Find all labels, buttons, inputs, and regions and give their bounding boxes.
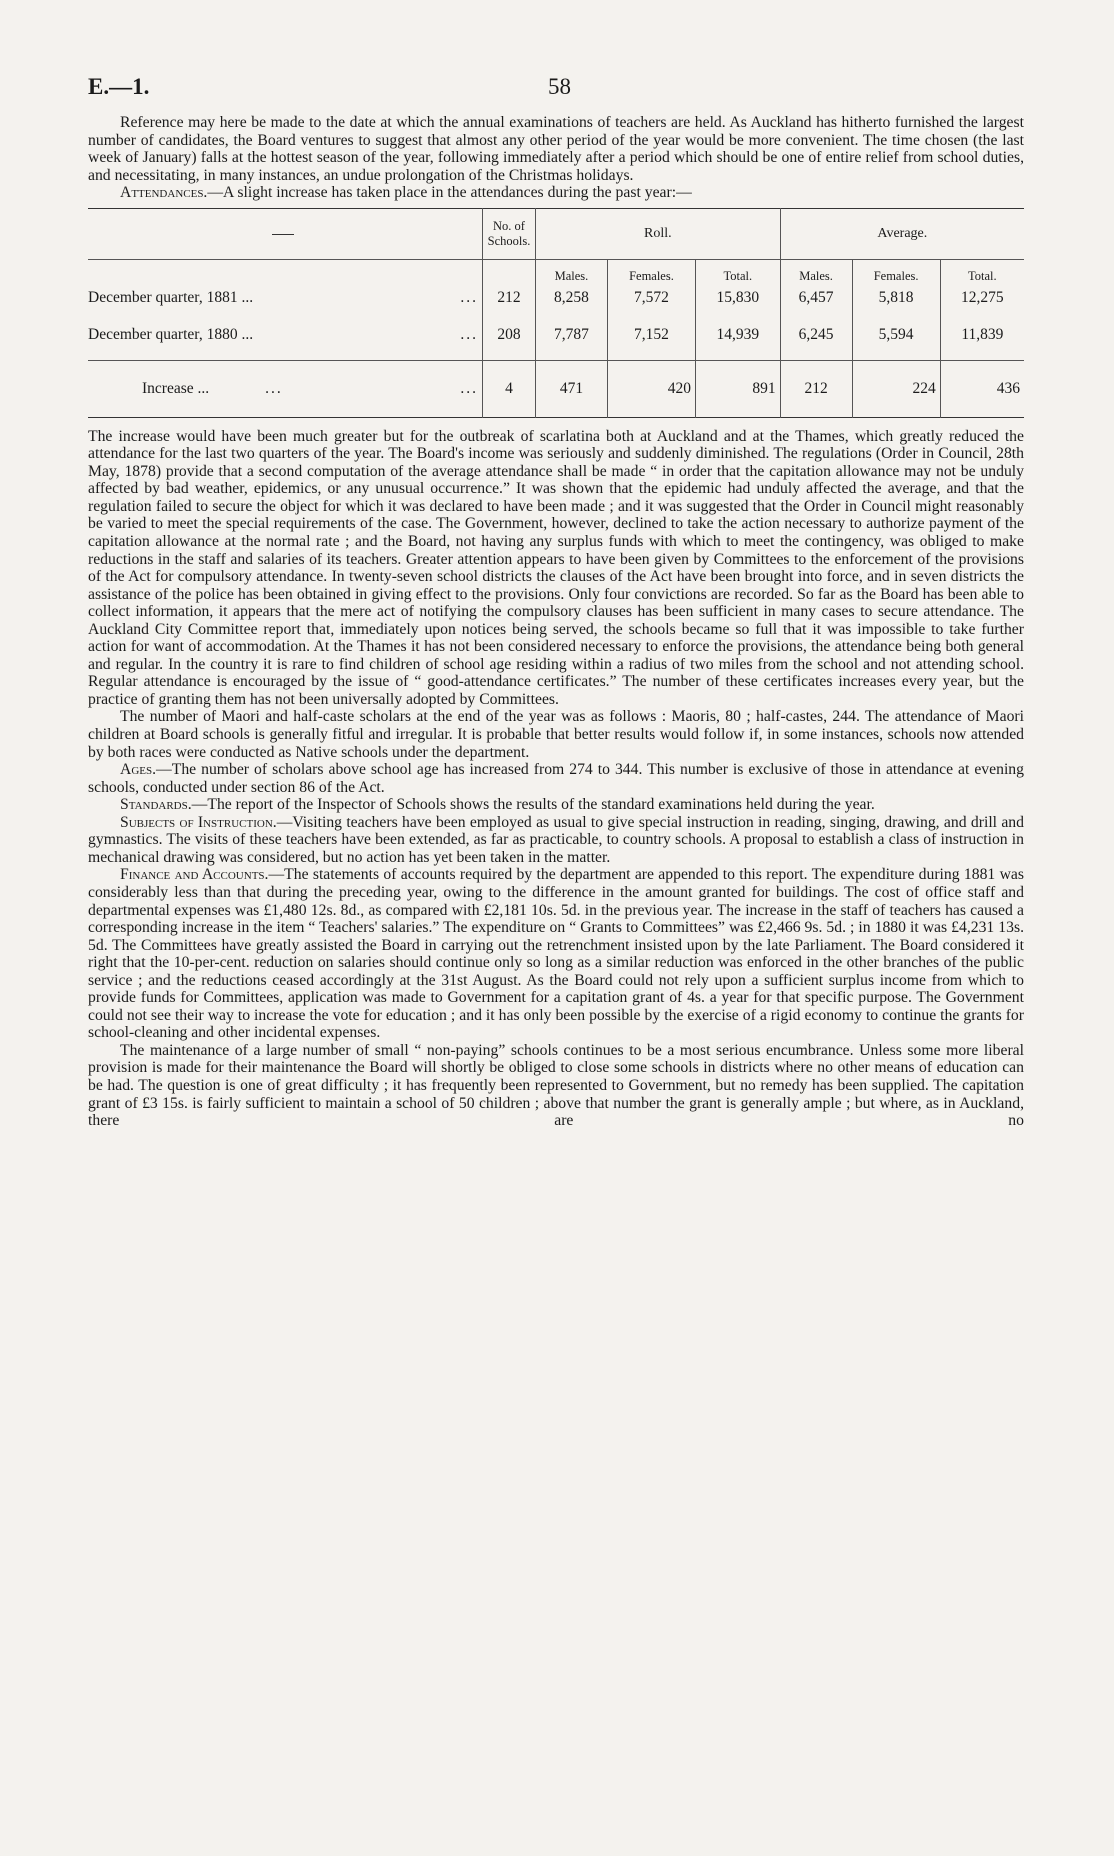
- cell-roll-males: 8,258: [536, 286, 608, 310]
- cell-schools: 4: [483, 360, 536, 417]
- subjects-text: —Visiting teachers have been employed as usual to give special instruction in reading, singing, drawing, and drill and gymnastics. The visits of these teachers have been extended, as far as practicable, to country schools. A proposal to establish a class of instruction in mechanical drawing was considered, but no action has yet been taken in the matter.: [88, 813, 1024, 866]
- cell-roll-total: 891: [696, 360, 781, 417]
- cell-avg-females: 5,594: [852, 310, 940, 361]
- cell-roll-females: 420: [607, 360, 695, 417]
- page-number: 58: [548, 74, 571, 99]
- row-label: Increase ...: [142, 379, 210, 397]
- table-row: [88, 310, 1024, 361]
- attendances-heading: Attendances.: [120, 184, 208, 202]
- blank-dash: [272, 234, 294, 235]
- cell-schools: 212: [483, 286, 536, 310]
- cell-roll-females: 7,572: [607, 286, 695, 310]
- table-subheader-row: [88, 259, 1024, 286]
- sub-roll-females: Females.: [607, 259, 695, 286]
- page-header: [88, 74, 1024, 114]
- row-dots-mid: ...: [265, 379, 283, 397]
- cell-avg-total: 12,275: [940, 286, 1024, 310]
- ages-paragraph: [88, 761, 1024, 796]
- cell-avg-females: 224: [852, 360, 940, 417]
- intro-paragraph: Reference may here be made to the date at which the annual examinations of teachers are held. As Auckland has hitherto furnished the largest number of candidates, the Board ventures to suggest that almost any other period of the year would be more convenient. The time chosen (the last week of January) falls at the hottest season of the year, following immediately after a period which should be one of entire relief from school duties, and necessitating, in many instances, an undue prolongation of the Christmas holidays.: [88, 114, 1024, 184]
- increase-paragraph: The increase would have been much greater but for the outbreak of scarlatina both at Auckland and at the Thames, which greatly reduced the attendance for the last two quarters of the year. The Board's income was seriously and suddenly diminished. The regulations (Order in Council, 28th May, 1878) provide that a second computation of the average attendance shall be made “ in order that the capitation allowance may not be unduly affected by bad weather, epidemics, or any unusual occurrence.” It was shown that the epidemic had unduly affected the average, and that the regulation failed to secure the object for which it was declared to have been made ; and it was suggested that the Order in Council might reasonably be varied to meet the special requirements of the case. The Government, however, declined to take the action necessary to authorize payment of the capitation allowance at the normal rate ; and the Board, not having any surplus funds with which to meet the contingency, was obliged to make reductions in the staff and salaries of its teachers. Greater attention appears to have been given by Committees to the enforcement of the provisions of the Act for compulsory attendance. In twenty-seven school districts the clauses of the Act have been brought into force, and in seven districts the assistance of the police has been obtained in giving effect to the provisions. Only four convictions are recorded. So far as the Board has been able to collect information, it appears that the mere act of notifying the compulsory clauses has been sufficient in many cases to secure attendance. The Auckland City Committee report that, immediately upon notices being served, the schools became so full that it was impossible to take further action for want of accommodation. At the Thames it has not been considered necessary to enforce the provisions, the attendance being both general and regular. In the country it is rare to find children of school age residing within a radius of two miles from the school and not attending school. Regular attendance is encouraged by the issue of “ good-attendance certificates.” The number of these certificates increases every year, but the practice of granting them has not been universally adopted by Committees.: [88, 427, 1024, 708]
- cell-roll-total: 15,830: [696, 286, 781, 310]
- row-label: December quarter, 1880 ...: [88, 325, 254, 343]
- cell-roll-total: 14,939: [696, 310, 781, 361]
- row-dots: ...: [460, 325, 478, 343]
- nonpaying-paragraph: The maintenance of a large number of small “ non-paying” schools continues to be a most serious encumbrance. Unless some more liberal provision is made for their maintenance the Board will shortly be obliged to close some schools in districts where no other means of education can be had. The question is one of great difficulty ; it has frequently been represented to Government, but no remedy has been supplied. The capitation grant of £3 15s. is fairly sufficient to maintain a school of 50 children ; above that number the grant is generally ample ; but where, as in Auckland, there are no: [88, 1041, 1024, 1130]
- attendances-paragraph: [88, 184, 1024, 202]
- cell-avg-males: 6,245: [780, 310, 852, 361]
- cell-avg-males: 212: [780, 360, 852, 417]
- document-reference: E.—1.: [88, 74, 150, 99]
- finance-paragraph: [88, 866, 1024, 1041]
- cell-roll-males: 7,787: [536, 310, 608, 361]
- cell-schools: 208: [483, 310, 536, 361]
- sub-roll-males: Males.: [536, 259, 608, 286]
- sub-avg-males: Males.: [780, 259, 852, 286]
- cell-avg-males: 6,457: [780, 286, 852, 310]
- cell-roll-females: 7,152: [607, 310, 695, 361]
- standards-heading: Standards.: [120, 796, 192, 814]
- sub-avg-females: Females.: [852, 259, 940, 286]
- ages-text: —The number of scholars above school age has increased from 274 to 344. This number is exclusive of those in attendance at evening schools, conducted under section 86 of the Act.: [88, 761, 1024, 796]
- finance-heading: Finance and Accounts.: [120, 866, 269, 884]
- cell-avg-total: 11,839: [940, 310, 1024, 361]
- finance-text: —The statements of accounts required by the department are appended to this report. The expenditure during 1881 was considerably less than that during the preceding year, owing to the difference in the amount granted for buildings. The cost of office staff and departmental expenses was £1,480 12s. 8d., as compared with £2,181 10s. 5d. in the previous year. The increase in the staff of teachers has caused a corresponding increase in the item “ Teachers' salaries.” The expenditure on “ Grants to Committees” was £2,466 9s. 5d. ; in 1880 it was £4,231 13s. 5d. The Committees have greatly assisted the Board in carrying out the retrenchment insisted upon by the late Parliament. The Board considered it right that the 10-per-cent. reduction on salaries should continue only so long as a similar reduction was enforced in the other branches of the public service ; and the reductions ceased accordingly at the 31st August. As the Board could not rely upon a sufficient surplus income from which to provide funds for Committees, application was made to Government for a capitation grant of 4s. a year for that specific purpose. The Government could not see their way to increase the vote for education ; and it has only been possible by the exercise of a rigid economy to continue the grants for school-cleaning and other incidental expenses.: [88, 866, 1024, 1042]
- attendance-table: [88, 208, 1024, 418]
- row-dots: ...: [460, 288, 478, 306]
- standards-text: —The report of the Inspector of Schools shows the results of the standard examinations held during the year.: [191, 796, 875, 814]
- table-row: [88, 286, 1024, 310]
- sub-avg-total: Total.: [940, 259, 1024, 286]
- cell-avg-total: 436: [940, 360, 1024, 417]
- row-label: December quarter, 1881 ...: [88, 288, 254, 306]
- document-page: [88, 74, 1024, 1130]
- maori-paragraph: The number of Maori and half-caste scholars at the end of the year was as follows : Maoris, 80 ; half-castes, 244. The attendance of Maori children at Board schools is generally fitful and irregular. It is probable that better results would follow if, in some instances, schools now attended by both races were conducted as Native schools under the department.: [88, 708, 1024, 761]
- table-row: [88, 360, 1024, 417]
- ages-heading: Ages.: [120, 761, 157, 779]
- col-average: Average.: [780, 208, 1024, 259]
- standards-paragraph: [88, 796, 1024, 814]
- attendances-text: —A slight increase has taken place in the attendances during the past year:—: [207, 184, 692, 202]
- table-header-row: [88, 208, 1024, 259]
- sub-roll-total: Total.: [696, 259, 781, 286]
- subjects-heading: Subjects of Instruction.: [120, 813, 277, 831]
- col-schools: No. of Schools.: [483, 208, 536, 259]
- cell-avg-females: 5,818: [852, 286, 940, 310]
- col-roll: Roll.: [536, 208, 781, 259]
- cell-roll-males: 471: [536, 360, 608, 417]
- row-dots: ...: [460, 379, 478, 397]
- subjects-paragraph: [88, 814, 1024, 867]
